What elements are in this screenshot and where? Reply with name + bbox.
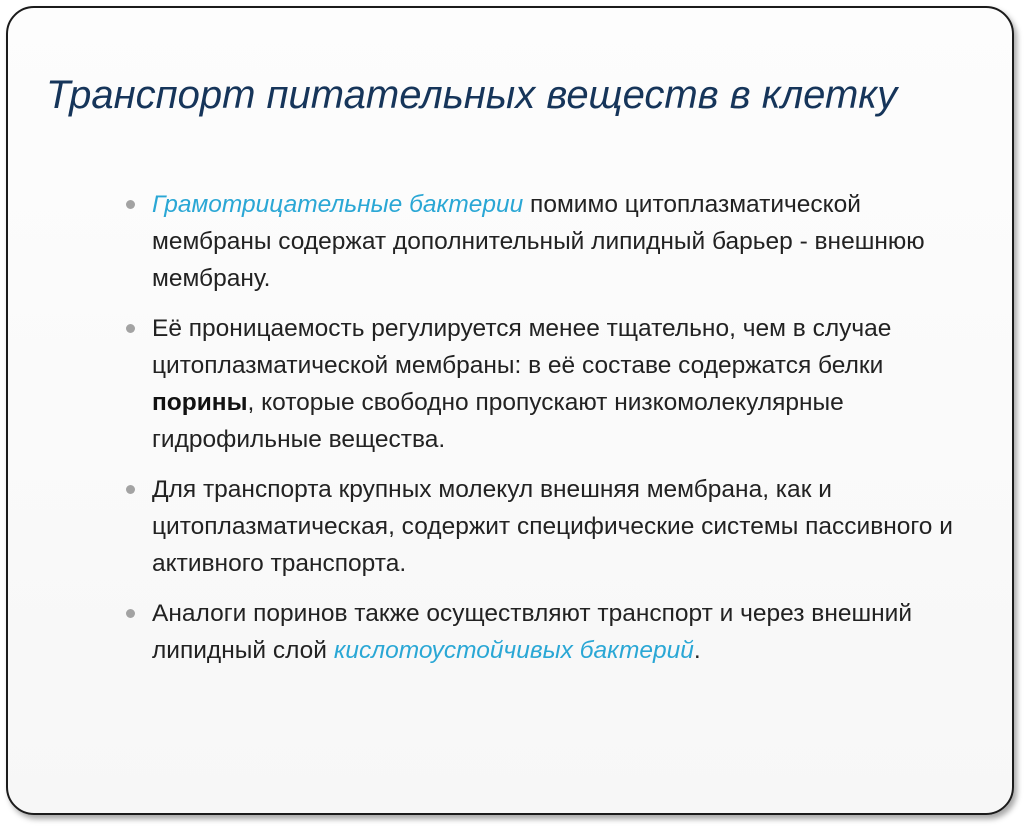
bullet-text: Её проницаемость регулируется менее тщательно, чем в случае цитоплазматической мембраны: в её составе содержатся белки — [152, 315, 892, 379]
bullet-text-continued: , которые свободно пропускают низкомолекулярные гидрофильные вещества. — [152, 389, 844, 453]
bullet-item-4 — [126, 595, 986, 669]
slide-title: Транспорт питательных веществ в клетку — [46, 73, 898, 117]
slide-frame — [6, 6, 1014, 815]
bullet-dot-icon — [126, 200, 135, 209]
bullet-text: Для транспорта крупных молекул внешняя мембрана, как и цитоплазматическая, содержит специфические системы пассивного и активного транспорта. — [152, 476, 953, 577]
highlight-term: кислотоустойчивых бактерий — [333, 637, 694, 664]
bullet-text-end: . — [693, 637, 701, 664]
bullet-item-1 — [126, 186, 986, 297]
bullet-dot-icon — [126, 485, 135, 494]
bullet-list — [126, 186, 986, 682]
bullet-dot-icon — [126, 324, 135, 333]
bullet-item-3 — [126, 471, 986, 582]
bold-term: порины — [152, 389, 248, 416]
bullet-dot-icon — [126, 609, 135, 618]
bullet-item-2 — [126, 310, 986, 458]
bullet-text: Аналоги поринов также осуществляют транспорт и через внешний липидный слой — [152, 600, 913, 664]
highlight-term: Грамотрицательные бактерии — [152, 191, 524, 218]
bullet-text: помимо цитоплазматической мембраны содержат дополнительный липидный барьер - внешнюю мембрану. — [152, 191, 925, 292]
